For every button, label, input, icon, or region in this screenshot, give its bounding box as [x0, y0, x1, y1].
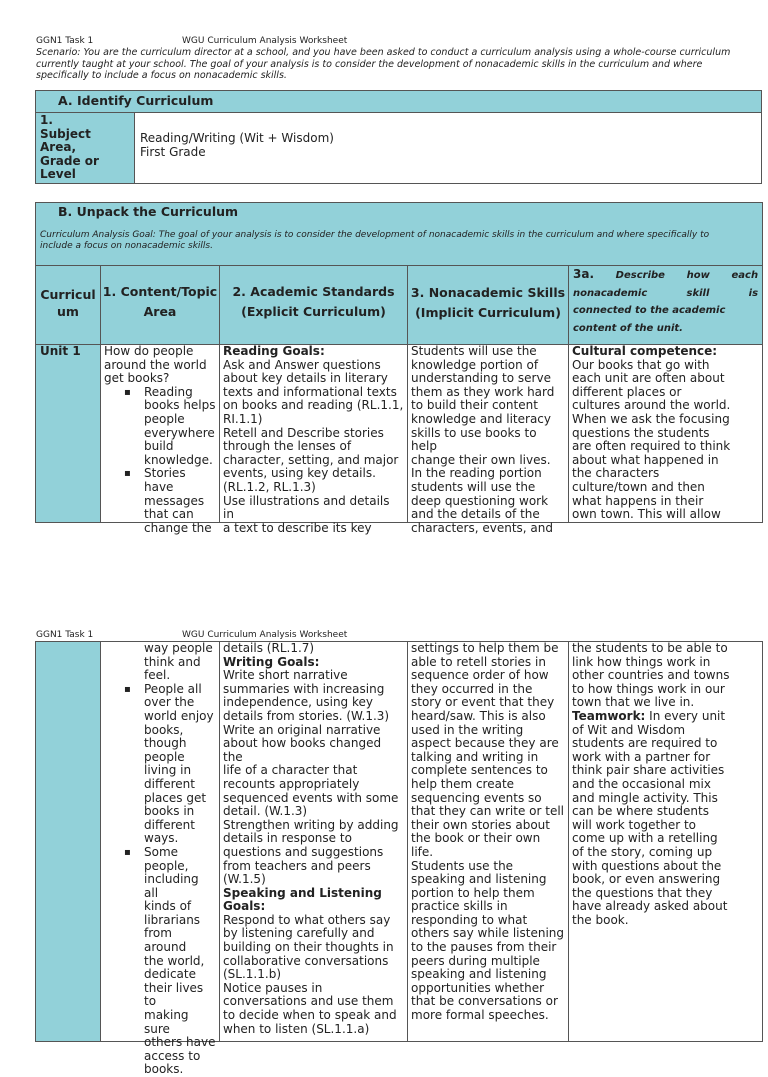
text-line: to decide when to speak and: [223, 1008, 397, 1023]
analysis-goal: [36, 219, 762, 251]
text-line: able to retell stories in: [411, 654, 546, 669]
text-line: details (RL.1.7): [223, 641, 315, 655]
list-item: ▪ People all over the world enjoy books, though people living in different places get books in different ways.: [144, 683, 216, 846]
header-line: content of the unit.: [573, 322, 683, 334]
goal-line: include a focus on nonacademic skills.: [40, 240, 213, 251]
text-line: portion to help them: [411, 885, 535, 900]
subject-area-label: [36, 113, 134, 183]
header-line: connected to the academic: [573, 305, 726, 317]
topic-bullets: [104, 386, 216, 536]
text-line: around the world: [104, 357, 207, 372]
text-line: speaking and listening: [411, 967, 547, 982]
text-line: the book or their own life.: [411, 831, 541, 859]
text-line: their own stories about: [411, 817, 550, 832]
text-line: story or event that they: [411, 695, 555, 710]
text-line: Retell and Describe stories: [223, 425, 384, 440]
text-line: town that we live in.: [572, 695, 695, 710]
text-line: In the reading portion: [411, 466, 542, 481]
text-line: different places or: [572, 384, 682, 399]
subject-area-label-cell: [36, 113, 135, 184]
text-line: talking and writing in: [411, 749, 539, 764]
text-line: to build their content: [411, 398, 538, 413]
label-line: Grade or: [40, 153, 99, 168]
section-a-header: [36, 91, 762, 113]
text-line: heard/saw. This is also: [411, 708, 546, 723]
unit-label: Unit 1: [40, 344, 81, 358]
header-line: 2. Academic Standards: [232, 284, 395, 299]
academic-standards-cell: [220, 344, 408, 535]
unit-label-cell-cont: [36, 642, 101, 1042]
text-line: conversations and use them: [223, 994, 394, 1009]
text-line: a text to describe its key: [223, 520, 372, 535]
reading-goals-heading: Reading Goals:: [223, 344, 325, 358]
text-line: culture/town and then: [572, 479, 705, 494]
header-line: (Explicit Curriculum): [241, 304, 386, 319]
text-line: aspect because they are: [411, 736, 559, 751]
text-line: others say while listening: [411, 926, 565, 941]
text-line: will work together to: [572, 817, 697, 832]
text-line: by listening carefully and: [223, 926, 375, 941]
text-line: change their own lives.: [411, 452, 551, 467]
header-line: 1. Content/Topic: [102, 284, 218, 299]
text-line: life of a character that: [223, 763, 358, 778]
text-line: (RL.1.2, RL.1.3): [223, 479, 316, 494]
text-line: of Wit and Wisdom: [572, 722, 686, 737]
text-line: questions and suggestions: [223, 844, 384, 859]
nonacademic-skills-cell: [408, 344, 569, 535]
text-line: of the story, coming up: [572, 844, 713, 859]
text-line: complete sentences to: [411, 763, 548, 778]
text-line: RI.1.1): [223, 411, 263, 426]
label-line: 1.: [40, 113, 53, 127]
text-line: are often required to think: [572, 439, 731, 454]
text-line: summaries with increasing: [223, 681, 385, 696]
text-line: Our books that go with: [572, 357, 710, 372]
scenario-text: [36, 47, 736, 82]
text-line: get books?: [104, 371, 170, 386]
text-line: to how things work in our: [572, 681, 725, 696]
text-line: from teachers and peers: [223, 858, 371, 873]
text-line: characters, events, and: [411, 520, 553, 535]
text-line: about how books changed the: [223, 736, 382, 764]
text-line: sequence order of how: [411, 668, 549, 683]
text-line: Students will use the: [411, 344, 537, 358]
text-line: and the occasional mix: [572, 776, 711, 791]
text-line: book, or even answering: [572, 872, 721, 887]
text-line: help them create: [411, 776, 515, 791]
page1-header-title: WGU Curriculum Analysis Worksheet: [182, 36, 348, 46]
section-a-title: A. Identify Curriculum: [58, 93, 214, 108]
text-line: recounts appropriately: [223, 776, 360, 791]
cultural-competence-heading: Cultural competence:: [572, 344, 718, 358]
value-line: First Grade: [140, 144, 206, 159]
content-topic-cell: [101, 344, 220, 535]
text-line: the book.: [572, 912, 629, 927]
text-line: (W.1.5): [223, 872, 266, 887]
text-line: detail. (W.1.3): [223, 804, 308, 819]
text-line: Write short narrative: [223, 668, 348, 683]
text-line: that be conversations or: [411, 994, 558, 1009]
scenario-line: specifically to include a focus on nonacademic skills.: [36, 70, 287, 81]
text-line: have already asked about: [572, 899, 728, 914]
text-line: other countries and towns: [572, 668, 730, 683]
text-line: building on their thoughts in: [223, 940, 394, 955]
text-line: with questions about the: [572, 858, 722, 873]
header-line: Area: [143, 304, 177, 319]
topic-bullets-2: [104, 683, 216, 1077]
text-line: each unit are often about: [572, 371, 725, 386]
text-line: How do people: [104, 344, 194, 358]
unit-label-cell: [36, 345, 101, 523]
col-header-academic-standards: [220, 266, 408, 345]
connection-description-cell-cont: [569, 642, 763, 1042]
text-line: Students use the: [411, 858, 514, 873]
scenario-line: Scenario: You are the curriculum director at a school, and you have been asked to conduct a curriculum analysis using a whole-course curriculum: [36, 47, 731, 58]
col-header-3a: [569, 266, 763, 345]
speaking-goals-heading: Speaking and Listening: [223, 885, 382, 900]
col-header-curriculum: [36, 266, 101, 345]
academic-standards-cell-cont: [220, 642, 408, 1042]
section-a-table: [35, 90, 762, 184]
text-line: about what happened in: [572, 452, 719, 467]
text-line: Respond to what others say: [223, 912, 391, 927]
text-line: the students to be able to: [572, 641, 728, 655]
header-line: nonacademic skill is: [573, 287, 759, 299]
text-line: Write an original narrative: [223, 722, 381, 737]
text-line: Notice pauses in: [223, 980, 323, 995]
text-line: think pair share activities: [572, 763, 725, 778]
value-line: Reading/Writing (Wit + Wisdom): [140, 131, 334, 145]
header-line: 3a. Describe how each: [573, 267, 759, 281]
label-line: Level: [40, 167, 76, 181]
text-line: opportunities whether: [411, 980, 545, 995]
list-item: ▪ Some people, including all kinds of librarians from around the world, dedicate their lives to making sure others have access to books.: [144, 846, 216, 1077]
text-line: Strengthen writing by adding: [223, 817, 399, 832]
page1-header-task: GGN1 Task 1: [36, 36, 94, 46]
text-line: details in response to: [223, 831, 352, 846]
text-line: when to listen (SL.1.1.a): [223, 1021, 370, 1036]
text-line: collaborative conversations: [223, 953, 389, 968]
text-line: to the pauses from their: [411, 940, 557, 955]
header-line: 3. Nonacademic Skills: [410, 285, 566, 300]
nonacademic-skills-cell-cont: [408, 642, 569, 1042]
text-line: understanding to serve: [411, 371, 551, 386]
text-line: texts and informational texts: [223, 384, 397, 399]
header-line: um: [57, 304, 79, 319]
text-line: the questions that they: [572, 885, 713, 900]
speaking-goals-heading: Goals:: [223, 899, 266, 914]
text-line: come up with a retelling: [572, 831, 718, 846]
text-line: and the details of the: [411, 507, 540, 522]
text-line: Ask and Answer questions: [223, 357, 381, 372]
label-line: Subject Area,: [40, 126, 91, 154]
section-b-table: [35, 202, 763, 535]
text-line: knowledge portion of: [411, 357, 539, 372]
text-line: practice skills in: [411, 899, 508, 914]
writing-goals-heading: Writing Goals:: [223, 654, 320, 669]
text-line: students are required to: [572, 736, 718, 751]
col-header-nonacademic-skills: [408, 266, 569, 345]
scenario-line: currently taught at your school. The goal of your analysis is to consider the development of nonacademic skills in the curriculum and where: [36, 58, 703, 70]
content-topic-cell-cont: [101, 641, 220, 1077]
subject-area-value-cell: [135, 113, 762, 184]
header-number: 3a.: [573, 267, 595, 281]
text-line: more formal speeches.: [411, 1008, 549, 1023]
text-line: own town. This will allow: [572, 507, 721, 522]
page2-header-task: GGN1 Task 1: [36, 630, 94, 640]
text-line: can be where students: [572, 804, 709, 819]
teamwork-line: Teamwork: In every unit: [572, 708, 726, 723]
text-line: When we ask the focusing: [572, 411, 730, 426]
list-item: ▪ Stories have messages that can change the: [144, 467, 216, 535]
text-line: about key details in literary: [223, 371, 388, 386]
header-line: Curricul: [40, 287, 96, 302]
subject-area-value: [135, 113, 761, 159]
topic-bullets-cont: [104, 642, 216, 683]
text-line: through the lenses of: [223, 439, 352, 454]
text-line: (SL.1.1.b): [223, 967, 281, 982]
text-line: students will use the: [411, 479, 536, 494]
col-header-content-topic: [101, 266, 220, 345]
text-line: settings to help them be: [411, 641, 559, 655]
text-line: responding to what: [411, 912, 528, 927]
text-line: work with a partner for: [572, 749, 711, 764]
text-line: what happens in their: [572, 493, 704, 508]
text-line: questions the students: [572, 425, 710, 440]
text-line: details from stories. (W.1.3): [223, 708, 390, 723]
text-line: independence, using key: [223, 695, 373, 710]
text-line: peers during multiple: [411, 953, 540, 968]
text-line: sequenced events with some: [223, 790, 399, 805]
header-line: (Implicit Curriculum): [415, 305, 561, 320]
text-line: speaking and listening: [411, 872, 547, 887]
text-line: used in the writing: [411, 722, 524, 737]
teamwork-heading: Teamwork:: [572, 708, 646, 723]
section-b-header: [36, 203, 763, 266]
text-line: cultures around the world.: [572, 398, 731, 413]
text-line: them as they work hard: [411, 384, 555, 399]
text-line: deep questioning work: [411, 493, 549, 508]
text-line: skills to use books to help: [411, 425, 537, 454]
list-item: ▪ Reading books helps people everywhere build knowledge.: [144, 386, 216, 468]
page2-header-title: WGU Curriculum Analysis Worksheet: [182, 630, 348, 640]
text-line: link how things work in: [572, 654, 711, 669]
connection-description-cell: [569, 345, 763, 523]
section-b-title: B. Unpack the Curriculum: [58, 204, 239, 219]
page2-table: [35, 641, 763, 1077]
text-line: on books and reading (RL.1.1,: [223, 398, 404, 413]
text-line: character, setting, and major: [223, 452, 399, 467]
text-line: knowledge and literacy: [411, 411, 551, 426]
text-line: and mingle activity. This: [572, 790, 718, 805]
text-line: the characters: [572, 466, 660, 481]
list-item: way people think and feel.: [144, 641, 213, 683]
text-line: events, using key details.: [223, 466, 376, 481]
goal-line: Curriculum Analysis Goal: The goal of your analysis is to consider the development of nonacademic skills in the curriculum and where specifically to: [40, 230, 710, 240]
text-line: sequencing events so: [411, 790, 542, 805]
text-line: that they can write or tell: [411, 804, 564, 819]
text-line: they occurred in the: [411, 681, 533, 696]
text-line: Use illustrations and details in: [223, 493, 390, 522]
